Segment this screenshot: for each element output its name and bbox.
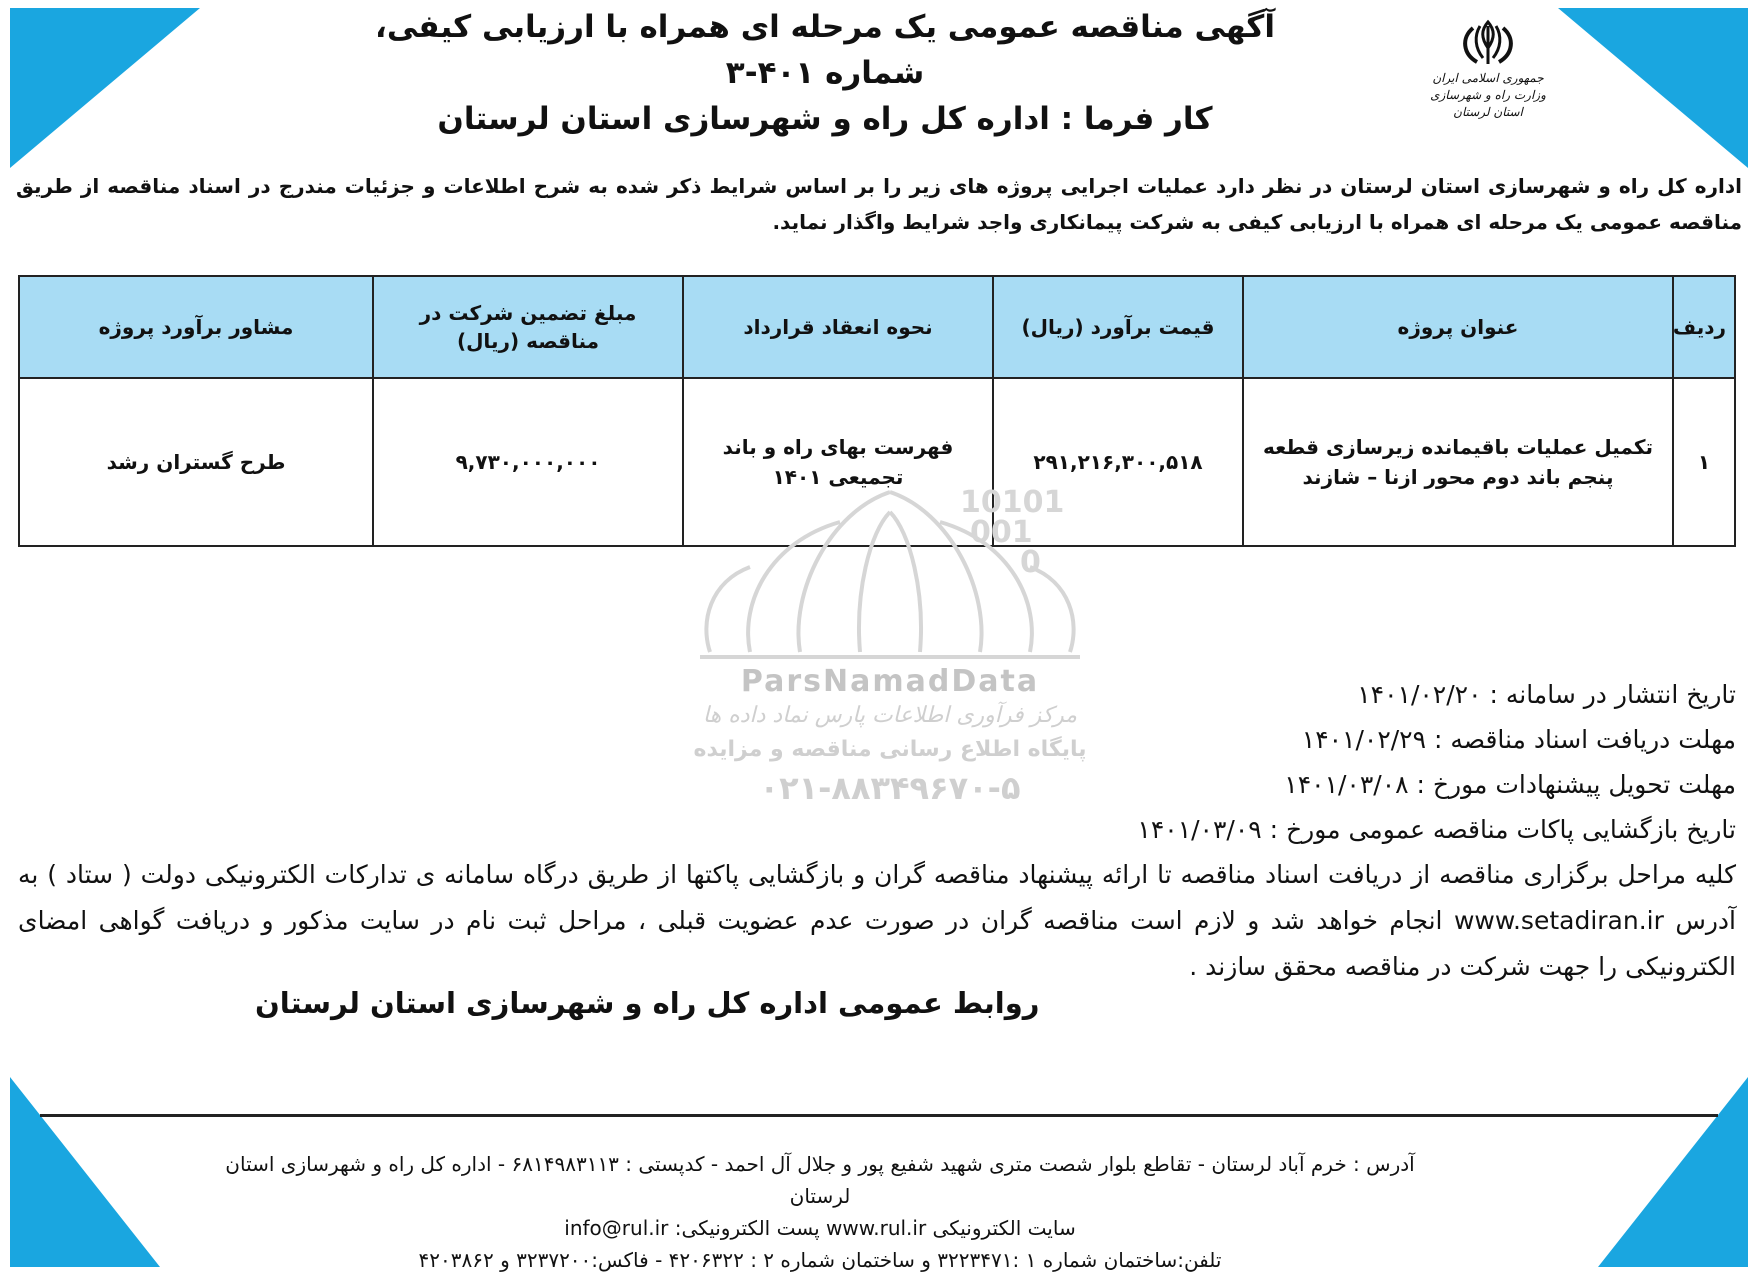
footer-web: سایت الکترونیکی www.rul.ir پست الکترونیکی: info@rul.ir [564,1216,1076,1240]
signature: روابط عمومی اداره کل راه و شهرسازی استان لرستان [255,986,1040,1020]
corner-decoration-top-right [1558,8,1748,168]
corner-decoration-bottom-left [10,1077,160,1267]
footer [200,1148,1440,1276]
corner-decoration-top-left [10,8,200,168]
title-line2: کار فرما : اداره کل راه و شهرسازی استان لرستان [437,101,1213,137]
cell-estimate: ۲۹۱,۲۱۶,۳۰۰,۵۱۸ [993,378,1243,546]
footer-divider [40,1114,1718,1117]
header-guarantee: مبلغ تضمین شرکت در مناقصه (ریال) [373,276,683,378]
logo-line2: وزارت راه و شهرسازی [1430,88,1546,102]
watermark [690,472,1090,809]
emblem-icon [1453,18,1523,70]
footer-address: آدرس : خرم آباد لرستان - تقاطع بلوار شصت متری شهید شفیع پور و جلال آل احمد - کدپستی : ۶۸۱۴۹۸۳۱۱۳ - اداره کل راه و شهرسازی استان لرستان [225,1152,1415,1208]
ministry-logo [1428,18,1548,121]
cell-guarantee: ۹,۷۳۰,۰۰۰,۰۰۰ [373,378,683,546]
header-estimate: قیمت برآورد (ریال) [993,276,1243,378]
watermark-brand: ParsNamadData [740,664,1040,699]
header-contract: نحوه انعقاد قرارداد [683,276,993,378]
logo-line3: استان لرستان [1453,105,1523,119]
footer-phones: تلفن:ساختمان شماره ۱ :۳۲۲۳۴۷۱ و ساختمان شماره ۲ : ۴۲۰۶۳۲۲ - فاکس:۳۲۳۷۲۰۰ و ۴۲۰۳۸۶۲ [418,1248,1222,1272]
intro-paragraph: اداره کل راه و شهرسازی استان لرستان در نظر دارد عملیات اجرایی پروژه های زیر را بر اساس شرایط ذکر شده به شرح اطلاعات و جزئیات مندرج در اسناد مناقصه از طریق مناقصه عمومی یک مرحله ای همراه با ارزیابی کیفی به شرکت پیمانکاری واجد شرایط واگذار نماید. [16,174,1742,234]
page-title [350,4,1300,142]
watermark-phone: ۰۲۱-۸۸۳۴۹۶۷۰-۵ [759,769,1021,807]
svg-text:001: 001 [970,515,1033,550]
opening-date: تاریخ بازگشایی پاکات مناقصه عمومی مورخ : ۱۴۰۱/۰۳/۰۹ [1137,815,1736,844]
header-title: عنوان پروژه [1243,276,1673,378]
svg-text:0: 0 [1020,545,1041,580]
table-header-row [19,276,1735,378]
watermark-portal: پایگاه اطلاع رسانی مناقصه و مزایده [693,737,1087,762]
cell-row-no: ۱ [1673,378,1735,546]
docs-deadline: مهلت دریافت اسناد مناقصه : ۱۴۰۱/۰۲/۲۹ [1301,725,1736,754]
corner-decoration-bottom-right [1598,1077,1748,1267]
svg-text:10101: 10101 [960,485,1065,520]
cell-title: تکمیل عملیات باقیمانده زیرسازی قطعه پنجم باند دوم محور ازنا – شازند [1243,378,1673,546]
cell-contract: فهرست بهای راه و باند تجمیعی ۱۴۰۱ [683,378,993,546]
cell-consultant: طرح گستران رشد [19,378,373,546]
publish-date: تاریخ انتشار در سامانه : ۱۴۰۱/۰۲/۲۰ [1357,680,1736,709]
watermark-center: مرکز فرآوری اطلاعات پارس نماد داده ها [702,703,1078,728]
title-line1: آگهی مناقصه عمومی یک مرحله ای همراه با ارزیابی کیفی، شماره ۴۰۱-۳ [375,9,1275,91]
offers-deadline: مهلت تحویل پیشنهادات مورخ : ۱۴۰۱/۰۳/۰۸ [1284,770,1736,799]
procedure-paragraph: کلیه مراحل برگزاری مناقصه از دریافت اسناد مناقصه تا ارائه پیشنهاد مناقصه گران و بازگشایی پاکتها از طریق درگاه سامانه ی تدارکات الکترونیکی دولت ( ستاد ) به آدرس www.setadiran.ir انجام خواهد شد و لازم است مناقصه گران در صورت عدم عضویت قبلی ، مراحل ثبت نام در سایت مذکور و دریافت گواهی امضای الکترونیکی را جهت شرکت در مناقصه محقق سازند . [18,860,1736,981]
header-consultant: مشاور برآورد پروژه [19,276,373,378]
watermark-emblem-icon [690,472,1090,662]
dates-block [1137,672,1736,852]
header-row-no: ردیف [1673,276,1735,378]
logo-line1: جمهوری اسلامی ایران [1432,71,1544,85]
